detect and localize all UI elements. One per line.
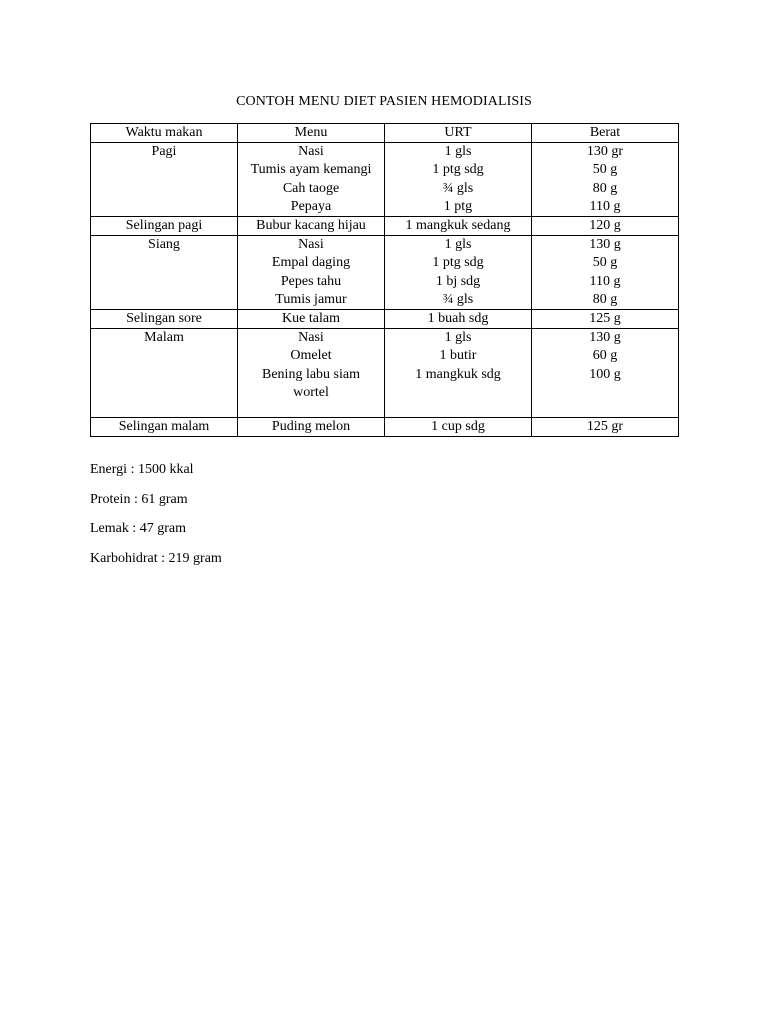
meal-time: Malam xyxy=(144,330,184,346)
urt-value: ¾ gls xyxy=(442,180,474,196)
urt-value: 1 ptg sdg xyxy=(432,255,484,271)
menu-item: Bubur kacang hijau xyxy=(256,218,366,234)
urt-cell xyxy=(385,310,532,329)
menu-item: Tumis ayam kemangi xyxy=(250,162,372,178)
meal-time-cell xyxy=(91,418,238,437)
urt-value: 1 gls xyxy=(444,237,472,253)
table-row xyxy=(91,329,679,418)
berat-value: 80 g xyxy=(592,180,618,196)
berat-cell xyxy=(532,329,679,418)
menu-cell xyxy=(238,236,385,310)
urt-cell xyxy=(385,143,532,217)
urt-value: 1 cup sdg xyxy=(431,419,485,435)
urt-cell xyxy=(385,329,532,418)
table-row xyxy=(91,143,679,217)
berat-cell xyxy=(532,217,679,236)
berat-value: 80 g xyxy=(592,291,618,307)
menu-cell xyxy=(238,143,385,217)
summary-karbohidrat: Karbohidrat : 219 gram xyxy=(90,550,222,566)
header-menu: Menu xyxy=(238,124,385,143)
meal-time-cell xyxy=(91,329,238,418)
urt-value: ¾ gls xyxy=(442,291,474,307)
urt-value: 1 ptg sdg xyxy=(432,162,484,178)
menu-item: Tumis jamur xyxy=(275,291,347,307)
berat-value: 125 gr xyxy=(586,419,624,435)
meal-time: Selingan pagi xyxy=(125,218,203,234)
berat-value: 120 g xyxy=(589,218,621,234)
document-title: CONTOH MENU DIET PASIEN HEMODIALISIS xyxy=(236,94,532,109)
berat-value: 60 g xyxy=(592,348,618,364)
menu-item: Bening labu siam wortel xyxy=(262,366,360,400)
urt-cell xyxy=(385,217,532,236)
berat-cell xyxy=(532,418,679,437)
berat-value: 110 g xyxy=(589,198,621,214)
table-row xyxy=(91,217,679,236)
berat-value: 100 g xyxy=(589,366,621,382)
meal-time-cell xyxy=(91,143,238,217)
meal-time: Siang xyxy=(148,237,180,253)
urt-value: 1 gls xyxy=(444,330,472,346)
urt-value: 1 mangkuk sedang xyxy=(405,218,511,234)
meal-time-cell xyxy=(91,310,238,329)
menu-item: Cah taoge xyxy=(282,180,340,196)
urt-value: 1 buah sdg xyxy=(427,311,489,327)
table-row xyxy=(91,418,679,437)
meal-time: Selingan sore xyxy=(126,311,202,327)
header-waktu-makan: Waktu makan xyxy=(91,124,238,143)
menu-item: Kue talam xyxy=(282,311,340,327)
table-row xyxy=(91,310,679,329)
menu-item: Empal daging xyxy=(271,255,351,271)
summary-lemak: Lemak : 47 gram xyxy=(90,521,187,537)
berat-value: 130 gr xyxy=(586,144,624,160)
berat-value: 50 g xyxy=(592,162,618,178)
berat-value: 130 g xyxy=(589,237,621,253)
menu-item: Pepaya xyxy=(290,198,332,214)
menu-item: Nasi xyxy=(298,237,324,253)
menu-item: Nasi xyxy=(298,144,324,160)
header-urt: URT xyxy=(385,124,532,143)
menu-item: Puding melon xyxy=(271,419,351,435)
meal-time: Pagi xyxy=(151,144,177,160)
diet-menu-table xyxy=(90,123,679,437)
menu-cell xyxy=(238,418,385,437)
summary-energi: Energi : 1500 kkal xyxy=(90,462,194,477)
menu-cell xyxy=(238,329,385,418)
table-row xyxy=(91,236,679,310)
menu-cell xyxy=(238,217,385,236)
berat-cell xyxy=(532,236,679,310)
meal-time-cell xyxy=(91,217,238,236)
nutrition-summary xyxy=(90,460,222,578)
berat-cell xyxy=(532,143,679,217)
urt-value: 1 butir xyxy=(439,348,477,364)
menu-item: Omelet xyxy=(290,348,332,364)
table-header-row xyxy=(91,124,679,143)
urt-value: 1 gls xyxy=(444,144,472,160)
menu-item: Nasi xyxy=(298,330,324,346)
berat-cell xyxy=(532,310,679,329)
berat-value: 50 g xyxy=(592,255,618,271)
header-berat: Berat xyxy=(532,124,679,143)
urt-value: 1 mangkuk sdg xyxy=(415,366,501,382)
urt-cell xyxy=(385,236,532,310)
menu-item: Pepes tahu xyxy=(280,273,342,289)
berat-value: 125 g xyxy=(589,311,621,327)
urt-value: 1 bj sdg xyxy=(435,273,481,289)
berat-value: 130 g xyxy=(589,330,621,346)
summary-protein: Protein : 61 gram xyxy=(90,491,188,507)
menu-cell xyxy=(238,310,385,329)
berat-value: 110 g xyxy=(589,273,621,289)
meal-time-cell xyxy=(91,236,238,310)
urt-cell xyxy=(385,418,532,437)
meal-time: Selingan malam xyxy=(118,419,210,435)
urt-value: 1 ptg xyxy=(443,198,473,214)
